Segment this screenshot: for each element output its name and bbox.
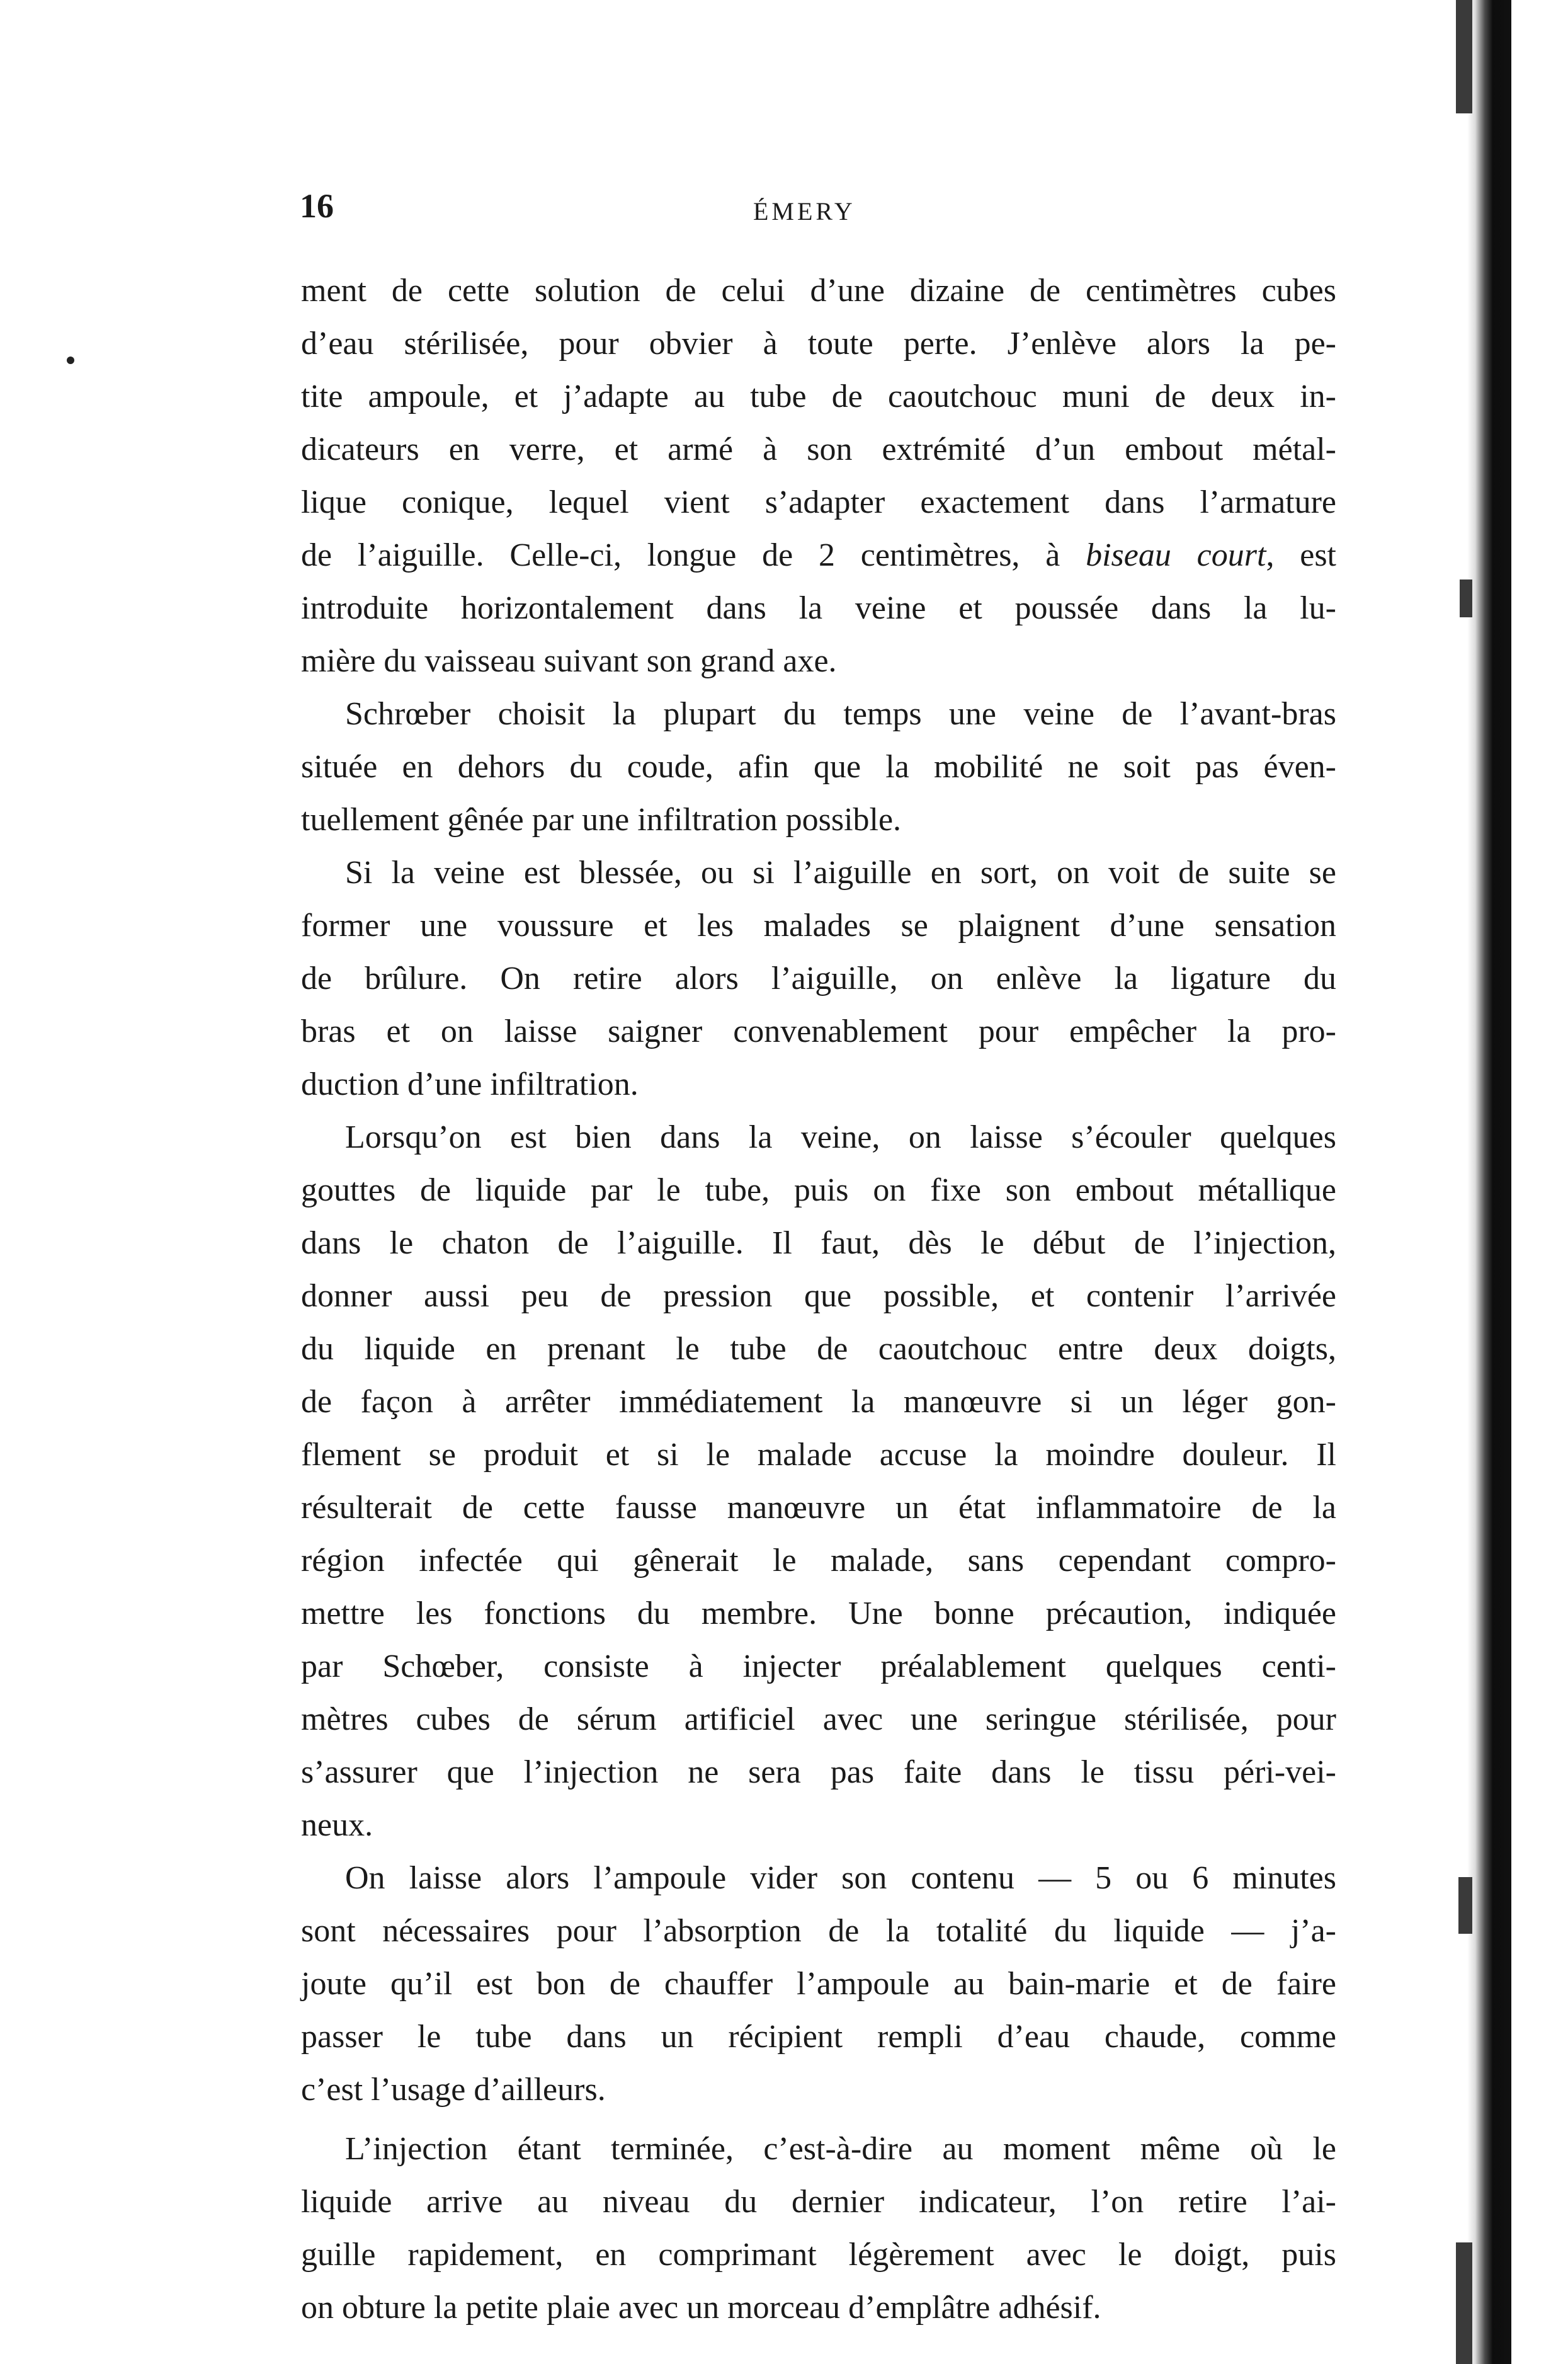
text-line: mière du vaisseau suivant son grand axe.: [301, 643, 837, 679]
running-title: ÉMERY: [753, 197, 856, 226]
text-line: joute qu’il est bon de chauffer l’ampoule au bain-marie et de faire: [301, 1966, 1336, 2002]
scan-edge-notch: [1458, 1877, 1472, 1934]
text-line: résulterait de cette fausse manœuvre un état inflammatoire de la: [301, 1490, 1336, 1526]
scan-edge-notch: [1456, 2242, 1472, 2364]
text-line: duction d’une infiltration.: [301, 1066, 639, 1102]
text-line: neux.: [301, 1807, 373, 1843]
text-line: de façon à arrêter immédiatement la manœuvre si un léger gon-: [301, 1384, 1336, 1420]
text-line: du liquide en prenant le tube de caoutchouc entre deux doigts,: [301, 1331, 1336, 1367]
text-line: ment de cette solution de celui d’une dizaine de centimètres cubes: [301, 273, 1336, 309]
text-line: dans le chaton de l’aiguille. Il faut, dès le début de l’injection,: [301, 1225, 1336, 1261]
text-line: On laisse alors l’ampoule vider son contenu — 5 ou 6 minutes: [345, 1860, 1336, 1896]
body-text: [301, 265, 1336, 2334]
text-line: former une voussure et les malades se plaignent d’une sensation: [301, 908, 1336, 944]
scan-edge-notch: [1460, 580, 1472, 617]
text-line: tuellement gênée par une infiltration possible.: [301, 802, 902, 838]
text-line: mètres cubes de sérum artificiel avec une seringue stérilisée, pour: [301, 1701, 1336, 1737]
text-line: gouttes de liquide par le tube, puis on fixe son embout métallique: [301, 1172, 1336, 1208]
text-line: sont nécessaires pour l’absorption de la totalité du liquide — j’a-: [301, 1913, 1336, 1949]
text-line: région infectée qui gênerait le malade, sans cependant compro-: [301, 1543, 1336, 1579]
text-line: bras et on laisse saigner convenablement pour empêcher la pro-: [301, 1014, 1336, 1049]
italic-emphasis: biseau court: [1086, 537, 1266, 573]
text-line: guille rapidement, en comprimant légèrement avec le doigt, puis: [301, 2237, 1336, 2273]
text-line: c’est l’usage d’ailleurs.: [301, 2072, 606, 2108]
text-line: de l’aiguille. Celle-ci, longue de 2 centimètres, à biseau court, est: [301, 537, 1336, 573]
text-line: L’injection étant terminée, c’est-à-dire au moment même où le: [345, 2131, 1336, 2167]
text-line: mettre les fonctions du membre. Une bonne précaution, indiquée: [301, 1596, 1336, 1631]
text-line: Lorsqu’on est bien dans la veine, on laisse s’écouler quelques: [345, 1119, 1336, 1155]
text-line: dicateurs en verre, et armé à son extrémité d’un embout métal-: [301, 431, 1336, 467]
text-line: par Schœber, consiste à injecter préalablement quelques centi-: [301, 1648, 1336, 1684]
text-line: lique conique, lequel vient s’adapter exactement dans l’armature: [301, 484, 1336, 520]
text-line: tite ampoule, et j’adapte au tube de caoutchouc muni de deux in-: [301, 379, 1336, 414]
text-line: s’assurer que l’injection ne sera pas faite dans le tissu péri-vei-: [301, 1754, 1336, 1790]
text-line: introduite horizontalement dans la veine et poussée dans la lu-: [301, 590, 1336, 626]
page-number: 16: [300, 187, 334, 225]
text-line: passer le tube dans un récipient rempli d’eau chaude, comme: [301, 2019, 1336, 2055]
scanned-page-edge: [1467, 0, 1511, 2364]
text-line: donner aussi peu de pression que possible, et contenir l’arrivée: [301, 1278, 1336, 1314]
text-line: d’eau stérilisée, pour obvier à toute perte. J’enlève alors la pe-: [301, 326, 1336, 362]
text-line: de brûlure. On retire alors l’aiguille, on enlève la ligature du: [301, 961, 1336, 996]
text-line: on obture la petite plaie avec un morceau d’emplâtre adhésif.: [301, 2290, 1101, 2326]
text-line: liquide arrive au niveau du dernier indicateur, l’on retire l’ai-: [301, 2184, 1336, 2220]
text-line: située en dehors du coude, afin que la mobilité ne soit pas éven-: [301, 749, 1336, 785]
text-line: Schrœber choisit la plupart du temps une veine de l’avant-bras: [345, 696, 1336, 732]
stray-ink-mark: [67, 357, 74, 364]
text-line: Si la veine est blessée, ou si l’aiguille en sort, on voit de suite se: [345, 855, 1336, 891]
text-line: flement se produit et si le malade accuse la moindre douleur. Il: [301, 1437, 1336, 1473]
scan-edge-notch: [1456, 0, 1472, 113]
